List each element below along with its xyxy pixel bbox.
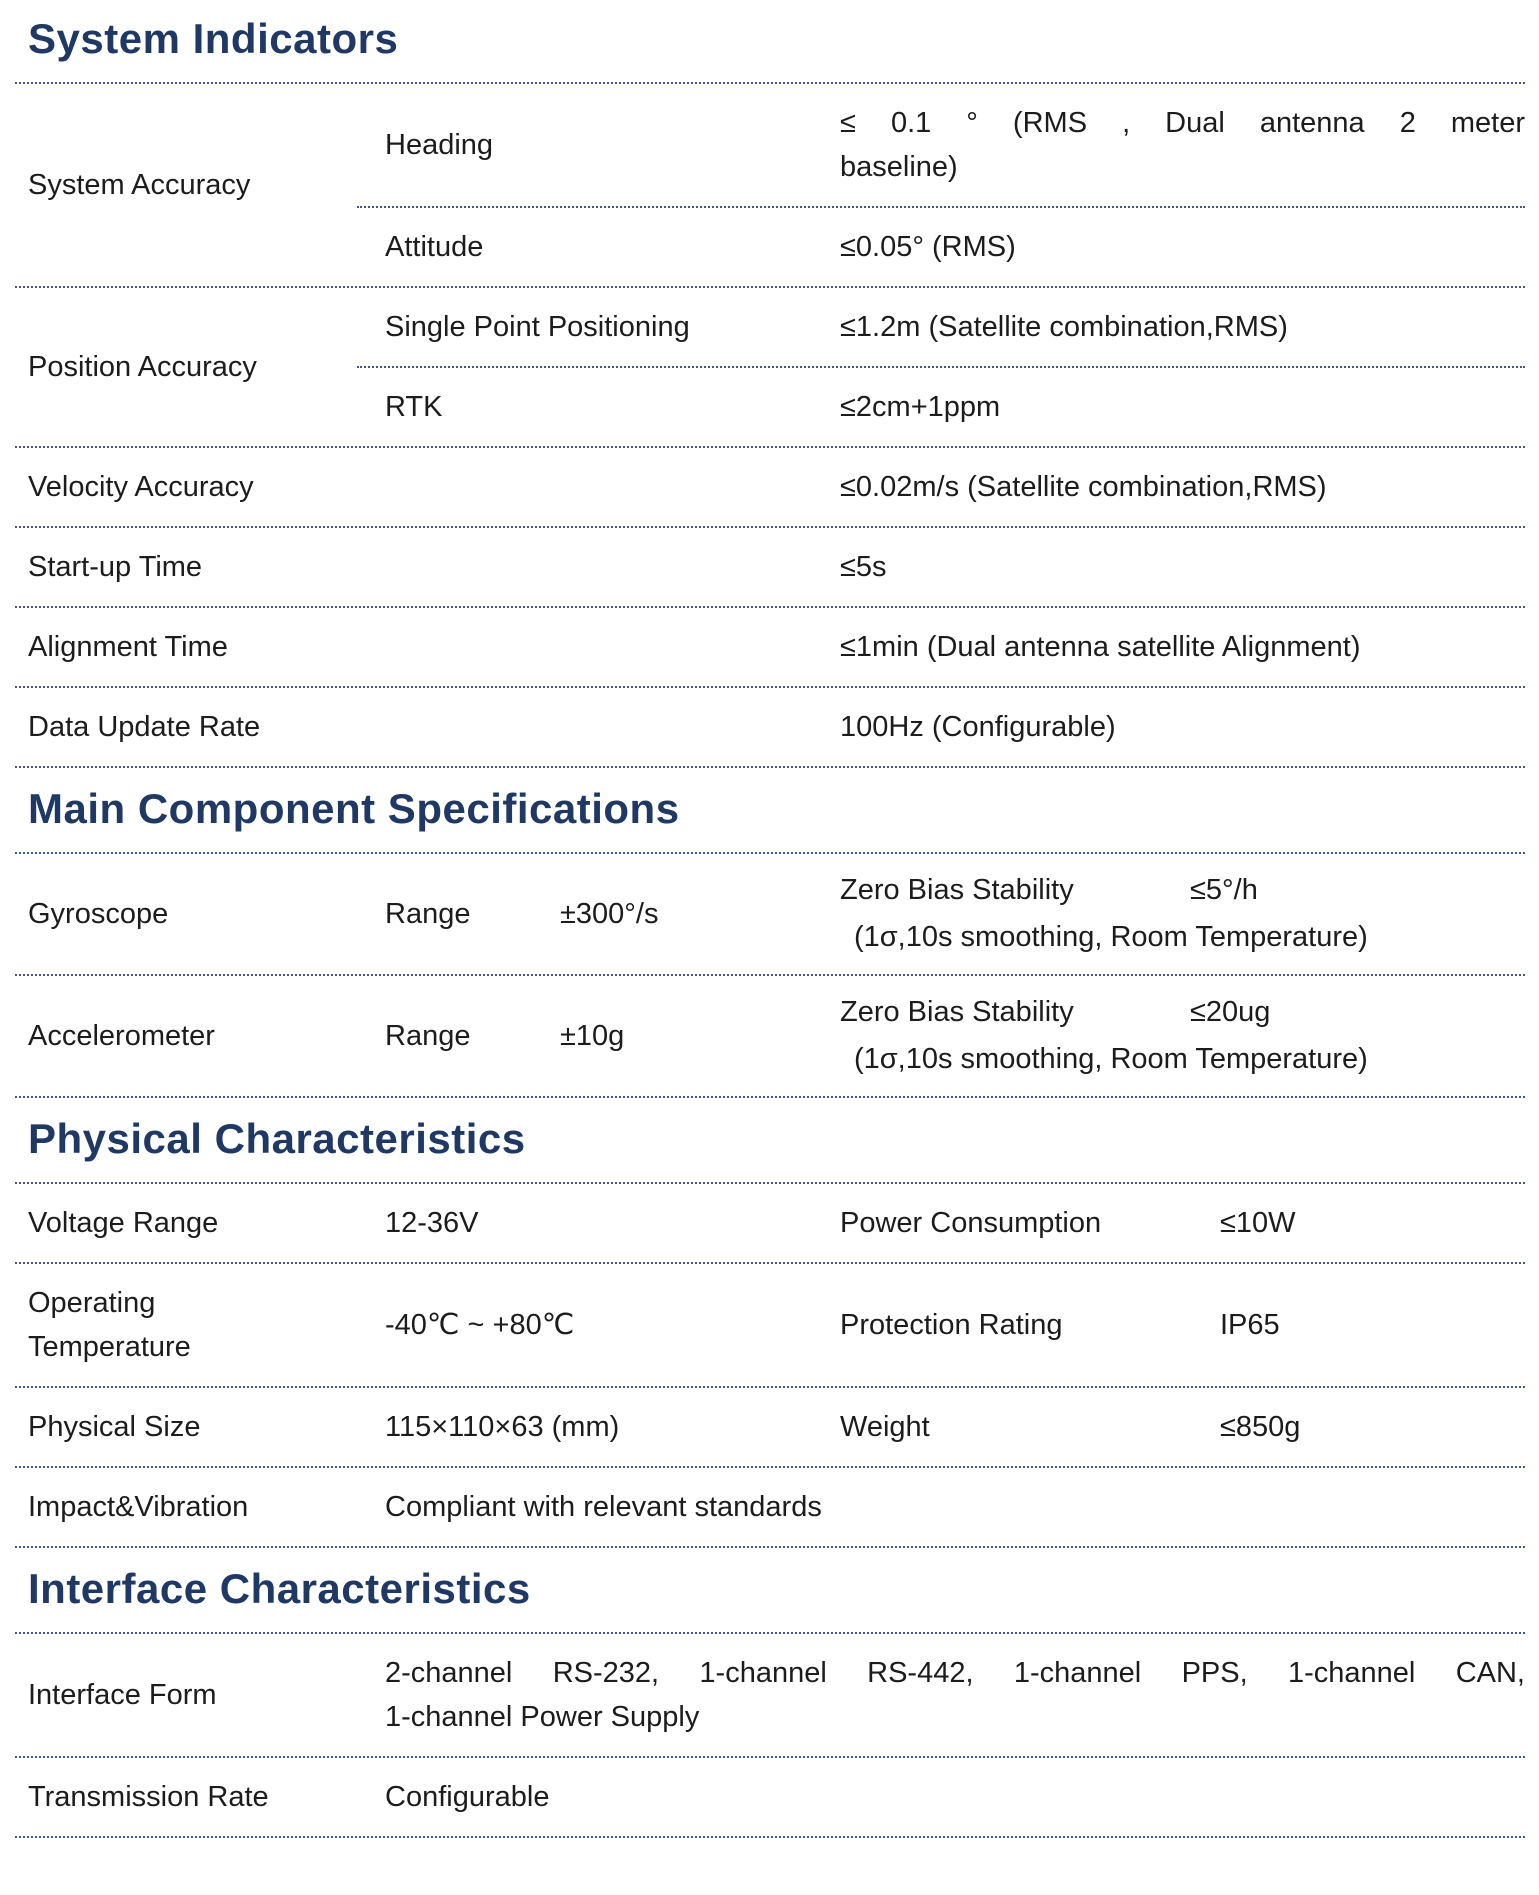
table-row-size-weight: [15, 1388, 1525, 1468]
spec-value: ≤1.2m (Satellite combination,RMS): [840, 311, 1288, 343]
row-label: [15, 1281, 357, 1369]
param-value: ±10g: [560, 1020, 625, 1052]
row-label: Transmission Rate: [28, 1781, 269, 1813]
spec-value-2: ≤10W: [1220, 1207, 1296, 1239]
stability-block: [810, 989, 1525, 1083]
main-component-table: [15, 852, 1525, 1098]
table-row-velocity-accuracy: [15, 448, 1525, 528]
spec-value: Configurable: [385, 1781, 550, 1813]
table-row-gyroscope: [15, 854, 1525, 976]
table-row-accelerometer: [15, 976, 1525, 1098]
row-label: Interface Form: [28, 1679, 217, 1711]
row-label-2: Power Consumption: [840, 1207, 1102, 1239]
section-title-physical: Physical Characteristics: [28, 1115, 526, 1162]
spec-value-line: baseline): [840, 151, 958, 183]
table-row-startup-time: [15, 528, 1525, 608]
row-label-line: Operating: [28, 1287, 156, 1319]
spec-value-line: ≤ 0.1 ° (RMS , Dual antenna 2 meter: [840, 107, 1525, 139]
row-label: Velocity Accuracy: [28, 471, 254, 503]
param-value: ±300°/s: [560, 898, 659, 930]
spec-value-line: 1-channel Power Supply: [385, 1701, 700, 1733]
spec-value: 12-36V: [385, 1207, 479, 1239]
stability-label: Zero Bias Stability: [840, 996, 1074, 1028]
stability-line: [840, 867, 1525, 914]
table-row-interface-form: [15, 1634, 1525, 1758]
sub-label: Attitude: [385, 231, 484, 263]
spec-value: ≤0.02m/s (Satellite combination,RMS): [840, 471, 1327, 503]
stability-line: [840, 989, 1525, 1036]
table-row-data-update-rate: [15, 688, 1525, 768]
stability-block: [810, 867, 1525, 961]
table-row-temperature-protection: [15, 1264, 1525, 1388]
row-label: Voltage Range: [28, 1207, 219, 1239]
section-title-system-indicators: System Indicators: [28, 15, 399, 62]
stability-value: ≤20ug: [1190, 996, 1271, 1028]
param-label: Range: [385, 898, 471, 930]
param-label: Range: [385, 1020, 471, 1052]
row-label-line: Temperature: [28, 1331, 191, 1363]
sub-rows: [357, 288, 1525, 446]
row-label: Start-up Time: [28, 551, 203, 583]
section-title-main-component: Main Component Specifications: [28, 785, 680, 832]
sub-row-single-point: [357, 288, 1525, 366]
spec-value: Compliant with relevant standards: [385, 1491, 822, 1523]
spec-value: 115×110×63 (mm): [385, 1411, 620, 1443]
row-label: Alignment Time: [28, 631, 228, 663]
spec-value: ≤1min (Dual antenna satellite Alignment): [840, 631, 1361, 663]
section-title-interface: Interface Characteristics: [28, 1565, 531, 1612]
row-label: Gyroscope: [28, 898, 169, 930]
stability-label: Zero Bias Stability: [840, 874, 1074, 906]
spec-value: 100Hz (Configurable): [840, 711, 1116, 743]
row-label: Accelerometer: [28, 1020, 215, 1052]
table-row-voltage-power: [15, 1184, 1525, 1264]
spec-value: ≤0.05° (RMS): [840, 231, 1016, 263]
row-label: Physical Size: [28, 1411, 201, 1443]
stability-value: ≤5°/h: [1190, 874, 1258, 906]
row-label-2: Protection Rating: [840, 1309, 1063, 1341]
table-row-transmission-rate: [15, 1758, 1525, 1838]
row-label: Data Update Rate: [28, 711, 261, 743]
table-row-system-accuracy: [15, 84, 1525, 288]
row-label: System Accuracy: [28, 169, 251, 201]
sub-label: Heading: [385, 129, 494, 161]
spec-value: [810, 101, 1525, 189]
spec-value: -40℃ ~ +80℃: [385, 1309, 575, 1341]
system-indicators-table: [15, 82, 1525, 768]
stability-condition: (1σ,10s smoothing, Room Temperature): [854, 921, 1368, 953]
interface-characteristics-table: [15, 1632, 1525, 1838]
sub-label: Single Point Positioning: [385, 311, 690, 343]
row-label: Position Accuracy: [28, 351, 257, 383]
spec-value: [357, 1651, 1525, 1739]
table-row-alignment-time: [15, 608, 1525, 688]
sub-label: RTK: [385, 391, 443, 423]
table-row-position-accuracy: [15, 288, 1525, 448]
physical-characteristics-table: [15, 1182, 1525, 1548]
spec-value: ≤2cm+1ppm: [840, 391, 1001, 423]
sub-rows: [357, 84, 1525, 286]
table-row-impact-vibration: [15, 1468, 1525, 1548]
spec-value-2: IP65: [1220, 1309, 1280, 1341]
row-label-2: Weight: [840, 1411, 930, 1443]
spec-value: ≤5s: [840, 551, 887, 583]
sub-row-attitude: [357, 206, 1525, 286]
spec-value-line: 2-channel RS-232, 1-channel RS-442, 1-channel PPS, 1-channel CAN,: [385, 1657, 1525, 1689]
sub-row-heading: [357, 84, 1525, 206]
row-label: Impact&Vibration: [28, 1491, 249, 1523]
stability-condition: (1σ,10s smoothing, Room Temperature): [854, 1043, 1368, 1075]
sub-row-rtk: [357, 366, 1525, 446]
spec-value-2: ≤850g: [1220, 1411, 1301, 1443]
